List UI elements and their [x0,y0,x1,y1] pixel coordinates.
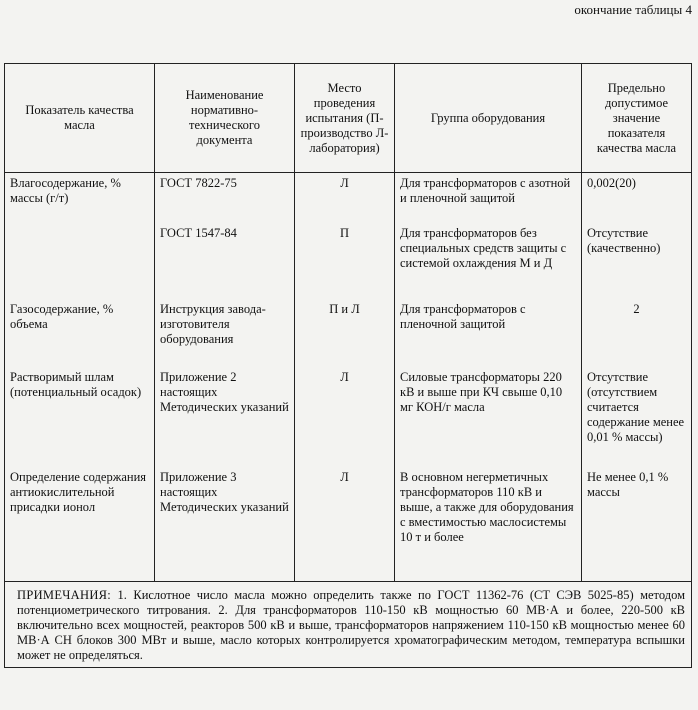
notes-row [5,582,692,668]
notes-cell [5,582,692,668]
table-row [5,223,692,299]
cell-indicator: Растворимый шлам (потенциальный осадок) [5,367,155,467]
cell-document: Приложение 2 настоящих Методических указаний [155,367,295,467]
cell-equipment: Для трансформаторов с пленочной защитой [395,299,582,367]
cell-indicator [5,223,155,299]
table-row [5,367,692,467]
cell-document: ГОСТ 1547-84 [155,223,295,299]
header-indicator: Показатель качества масла [5,64,155,173]
cell-place: Л [295,173,395,223]
cell-equipment: Для трансформаторов без специальных средств защиты с системой охлаждения М и Д [395,223,582,299]
oil-quality-table [4,63,692,668]
notes-label: ПРИМЕЧАНИЯ: [17,588,112,602]
header-limit: Предельно допустимое значение показателя качества масла [582,64,692,173]
header-equipment: Группа оборудования [395,64,582,173]
cell-limit: 2 [582,299,692,367]
cell-place: П и Л [295,299,395,367]
cell-equipment: Силовые трансформаторы 220 кВ и выше при КЧ свыше 0,10 мг КОН/г масла [395,367,582,467]
cell-limit: 0,002(20) [582,173,692,223]
cell-limit: Отсутствие (отсутствием считается содержание менее 0,01 % массы) [582,367,692,467]
cell-place: П [295,223,395,299]
cell-equipment: Для трансформаторов с азотной и пленочной защитой [395,173,582,223]
cell-document: Приложение 3 настоящих Методических указаний [155,467,295,582]
notes-text: 1. Кислотное число масла можно определить также по ГОСТ 11362-76 (СТ СЭВ 5025-85) методом потенциометрического титрования. 2. Для трансформаторов 110-150 кВ мощностью 60 МВ·А и более, 220-500 кВ включительно всех мощностей, реакторов 500 кВ и выше, трансформаторов напряжением 110-150 кВ мощностью менее 60 МВ·А СН блоков 300 МВт и выше, масло которых контролируется хроматографическим методом, температура вспышки может не определяться. [17,588,685,662]
cell-document: ГОСТ 7822-75 [155,173,295,223]
table-row [5,173,692,223]
cell-place: Л [295,367,395,467]
table-row [5,299,692,367]
table-caption: окончание таблицы 4 [574,2,692,17]
header-document: Наименование нормативно-технического документа [155,64,295,173]
cell-indicator: Газосодержание, % объема [5,299,155,367]
cell-equipment: В основном негерметичных трансформаторов 110 кВ и выше, а также для оборудования с вместимостью маслосистемы 10 т и более [395,467,582,582]
header-place: Место проведения испытания (П- производство Л- лаборатория) [295,64,395,173]
cell-indicator: Определение содержания антиокислительной присадки ионол [5,467,155,582]
header-row [5,64,692,173]
cell-indicator: Влагосодержание, % массы (г/т) [5,173,155,223]
cell-limit: Отсутствие (качественно) [582,223,692,299]
cell-place: Л [295,467,395,582]
table-row [5,467,692,582]
cell-document: Инструкция завода-изготовителя оборудования [155,299,295,367]
cell-limit: Не менее 0,1 % массы [582,467,692,582]
